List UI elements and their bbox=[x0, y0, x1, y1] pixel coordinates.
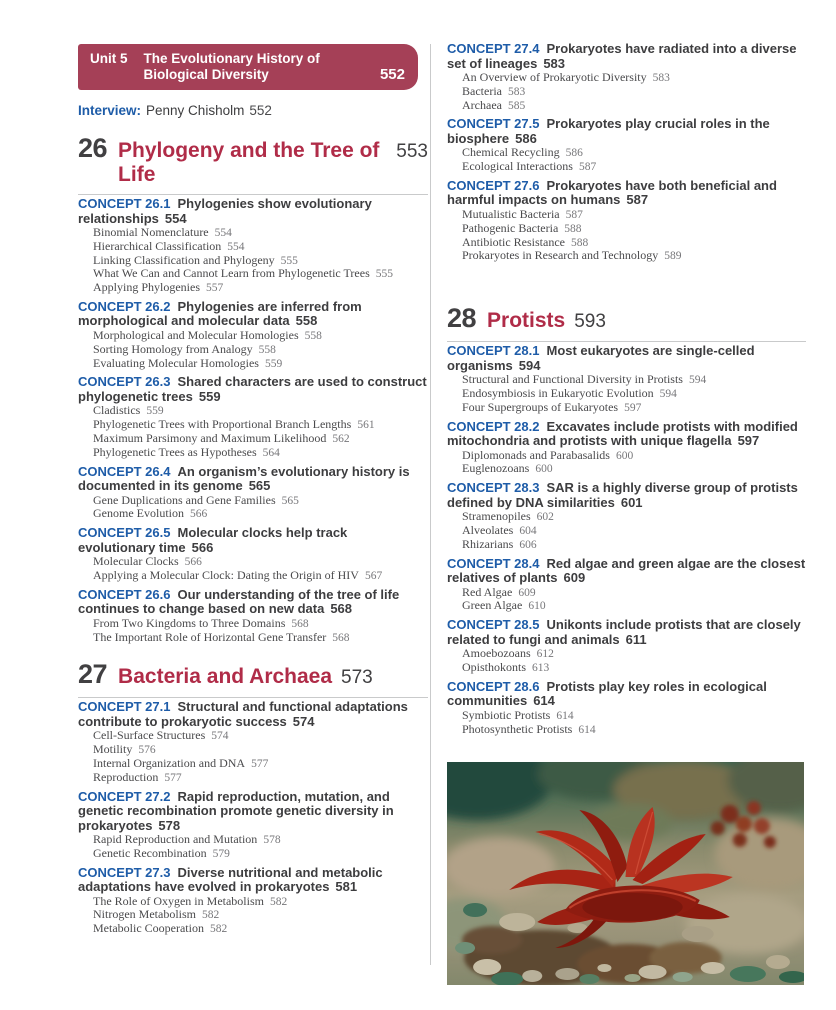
unit-label: Unit 5 bbox=[90, 51, 128, 66]
toc-item: Archaea 585 bbox=[462, 97, 526, 112]
toc-item: What We Can and Cannot Learn from Phylogenetic Trees 555 bbox=[93, 266, 393, 281]
toc-item: Four Supergroups of Eukaryotes 597 bbox=[462, 399, 642, 414]
concept-27-5 bbox=[447, 117, 806, 174]
concept-27-1 bbox=[78, 700, 428, 784]
toc-item: Applying a Molecular Clock: Dating the Origin of HIV 567 bbox=[93, 567, 383, 582]
concept-28-4 bbox=[447, 557, 806, 614]
concept-heading: CONCEPT 26.2 Phylogenies are inferred from morphological and molecular data 558 bbox=[78, 298, 362, 329]
concept-27-4 bbox=[447, 42, 806, 112]
toc-item: Binomial Nomenclature 554 bbox=[93, 225, 232, 239]
concept-26-6 bbox=[78, 588, 428, 645]
concept-label: CONCEPT 27.5 bbox=[447, 116, 540, 132]
concept-heading: CONCEPT 26.3 Shared characters are used to construct phylogenetic trees 559 bbox=[78, 374, 427, 404]
concept-heading: CONCEPT 27.1 Structural and functional adaptations contribute to prokaryotic success 574 bbox=[78, 699, 408, 729]
toc-item: Euglenozoans 600 bbox=[462, 461, 553, 476]
concept-heading: CONCEPT 28.3 SAR is a highly diverse group of protists defined by DNA similarities 601 bbox=[447, 480, 798, 510]
concept-label: CONCEPT 26.1 bbox=[78, 196, 171, 211]
concept-label: CONCEPT 27.4 bbox=[447, 41, 540, 56]
interview-line bbox=[78, 103, 428, 118]
toc-item: Red Algae 609 bbox=[462, 584, 536, 599]
toc-item: Ecological Interactions 587 bbox=[462, 159, 597, 174]
toc-item: Alveolates 604 bbox=[462, 522, 537, 537]
toc-item: Nitrogen Metabolism 582 bbox=[93, 907, 220, 922]
unit-banner bbox=[78, 44, 418, 90]
toc-item: An Overview of Prokaryotic Diversity 583 bbox=[462, 70, 670, 84]
toc-item: Amoebozoans 612 bbox=[462, 646, 554, 661]
concept-label: CONCEPT 26.3 bbox=[78, 374, 171, 390]
column-divider bbox=[430, 44, 431, 965]
toc-item: Linking Classification and Phylogeny 555 bbox=[93, 252, 298, 267]
concept-27-6 bbox=[447, 179, 806, 263]
concept-label: CONCEPT 27.6 bbox=[447, 177, 540, 193]
toc-item: Structural and Functional Diversity in Protists 594 bbox=[462, 372, 707, 387]
concept-heading: CONCEPT 28.2 Excavates include protists with modified mitochondria and protists with unique flagella 597 bbox=[447, 418, 798, 449]
toc-item: Phylogenetic Trees as Hypotheses 564 bbox=[93, 444, 280, 459]
chapter-27-heading bbox=[78, 659, 428, 698]
chapter-title: Protists bbox=[487, 309, 566, 333]
concept-26-1 bbox=[78, 197, 428, 295]
toc-item: Morphological and Molecular Homologies 558 bbox=[93, 327, 322, 342]
concept-heading: CONCEPT 28.5 Unikonts include protists that are closely related to fungi and animals 611 bbox=[447, 617, 801, 647]
toc-item: Symbiotic Protists 614 bbox=[462, 707, 574, 722]
concept-28-3 bbox=[447, 481, 806, 551]
concept-label: CONCEPT 26.5 bbox=[78, 525, 171, 541]
concept-heading: CONCEPT 27.2 Rapid reproduction, mutation, and genetic recombination promote genetic diversity in prokaryotes 578 bbox=[78, 788, 394, 833]
toc-item: Endosymbiosis in Eukaryotic Evolution 594 bbox=[462, 385, 677, 400]
toc-item: Photosynthetic Protists 614 bbox=[462, 721, 596, 736]
toc-item: Green Algae 610 bbox=[462, 598, 546, 613]
concept-label: CONCEPT 26.6 bbox=[78, 586, 171, 602]
chapter-page-number: 553 bbox=[396, 141, 428, 162]
toc-item: Antibiotic Resistance 588 bbox=[462, 234, 589, 249]
concept-heading: CONCEPT 27.4 Prokaryotes have radiated into a diverse set of lineages 583 bbox=[447, 41, 797, 71]
concept-28-5 bbox=[447, 618, 806, 675]
concept-label: CONCEPT 26.4 bbox=[78, 463, 171, 479]
concept-heading: CONCEPT 28.6 Protists play key roles in ecological communities 614 bbox=[447, 678, 767, 709]
toc-item: Rapid Reproduction and Mutation 578 bbox=[93, 832, 281, 847]
concept-heading: CONCEPT 27.3 Diverse nutritional and metabolic adaptations have evolved in prokaryotes 581 bbox=[78, 864, 383, 895]
toc-item: Opisthokonts 613 bbox=[462, 659, 550, 674]
chapter-number: 28 bbox=[447, 303, 477, 334]
unit-page-number: 552 bbox=[379, 65, 405, 83]
concept-heading: CONCEPT 28.4 Red algae and green algae are the closest relatives of plants 609 bbox=[447, 555, 806, 586]
toc-item: Diplomonads and Parabasalids 600 bbox=[462, 447, 634, 462]
toc-item: Applying Phylogenies 557 bbox=[93, 280, 224, 295]
concept-label: CONCEPT 28.6 bbox=[447, 678, 540, 694]
toc-item: Rhizarians 606 bbox=[462, 536, 537, 551]
chapter-number: 26 bbox=[78, 133, 108, 163]
toc-item: Hierarchical Classification 554 bbox=[93, 238, 245, 253]
toc-item: Motility 576 bbox=[93, 742, 156, 757]
toc-item: Molecular Clocks 566 bbox=[93, 554, 202, 569]
concept-28-2 bbox=[447, 420, 806, 477]
toc-item: Internal Organization and DNA 577 bbox=[93, 755, 269, 770]
toc-item: The Role of Oxygen in Metabolism 582 bbox=[93, 893, 288, 908]
concept-label: CONCEPT 28.3 bbox=[447, 480, 540, 496]
toc-item: Prokaryotes in Research and Technology 589 bbox=[462, 248, 682, 263]
chapter-page-number: 593 bbox=[574, 311, 606, 333]
chapter-26-heading bbox=[78, 133, 428, 195]
chapter-number: 27 bbox=[78, 659, 108, 690]
concept-label: CONCEPT 28.5 bbox=[447, 617, 540, 633]
concept-27-3 bbox=[78, 866, 428, 936]
toc-item: Pathogenic Bacteria 588 bbox=[462, 220, 582, 235]
concept-26-4 bbox=[78, 465, 428, 522]
concept-heading: CONCEPT 27.5 Prokaryotes play crucial roles in the biosphere 586 bbox=[447, 116, 770, 146]
concept-label: CONCEPT 27.3 bbox=[78, 864, 171, 880]
concept-28-6 bbox=[447, 680, 806, 737]
concept-heading: CONCEPT 27.6 Prokaryotes have both beneficial and harmful impacts on humans 587 bbox=[447, 177, 777, 208]
toc-item: Genetic Recombination 579 bbox=[93, 845, 230, 860]
toc-item: Genome Evolution 566 bbox=[93, 506, 208, 521]
concept-label: CONCEPT 28.1 bbox=[447, 343, 540, 359]
interview-page-number: 552 bbox=[249, 103, 272, 118]
concept-26-2 bbox=[78, 300, 428, 370]
concept-label: CONCEPT 27.1 bbox=[78, 699, 171, 715]
concept-label: CONCEPT 28.2 bbox=[447, 418, 540, 434]
toc-item: Bacteria 583 bbox=[462, 83, 526, 98]
chapter-title: Bacteria and Archaea bbox=[118, 665, 333, 689]
interview-name: Penny Chisholm bbox=[146, 103, 245, 118]
toc-item: Evaluating Molecular Homologies 559 bbox=[93, 355, 283, 370]
concept-heading: CONCEPT 26.1 Phylogenies show evolutionary relationships 554 bbox=[78, 196, 372, 226]
concept-26-3 bbox=[78, 375, 428, 459]
concept-heading: CONCEPT 26.4 An organism’s evolutionary history is documented in its genome 565 bbox=[78, 463, 410, 494]
toc-item: Phylogenetic Trees with Proportional Branch Lengths 561 bbox=[93, 417, 375, 432]
concept-label: CONCEPT 27.2 bbox=[78, 788, 171, 804]
concept-heading: CONCEPT 28.1 Most eukaryotes are single-celled organisms 594 bbox=[447, 343, 755, 373]
toc-item: Mutualistic Bacteria 587 bbox=[462, 206, 583, 221]
toc-item: Maximum Parsimony and Maximum Likelihood 562 bbox=[93, 430, 350, 445]
chapter-title: Phylogeny and the Tree of Life bbox=[118, 139, 380, 186]
toc-item: Sorting Homology from Analogy 558 bbox=[93, 341, 276, 356]
toc-item: Cell-Surface Structures 574 bbox=[93, 728, 229, 743]
unit-title: The Evolutionary History of Biological Diversity bbox=[143, 51, 320, 82]
right-column bbox=[447, 40, 806, 985]
interview-label: Interview: bbox=[78, 103, 142, 118]
chapter-28-heading bbox=[447, 303, 806, 342]
red-algae-photo bbox=[447, 762, 804, 985]
toc-item: Cladistics 559 bbox=[93, 403, 164, 418]
concept-27-2 bbox=[78, 790, 428, 861]
concept-label: CONCEPT 26.2 bbox=[78, 298, 171, 314]
concept-26-5 bbox=[78, 526, 428, 583]
toc-item: Metabolic Cooperation 582 bbox=[93, 921, 228, 936]
toc-item: Reproduction 577 bbox=[93, 769, 182, 784]
toc-item: From Two Kingdoms to Three Domains 568 bbox=[93, 615, 309, 630]
toc-item: Stramenopiles 602 bbox=[462, 509, 554, 524]
concept-label: CONCEPT 28.4 bbox=[447, 555, 540, 571]
chapter-page-number: 573 bbox=[341, 667, 373, 689]
concept-28-1 bbox=[447, 344, 806, 414]
toc-item: Gene Duplications and Gene Families 565 bbox=[93, 492, 299, 507]
concept-heading: CONCEPT 26.5 Molecular clocks help track evolutionary time 566 bbox=[78, 525, 348, 555]
concept-heading: CONCEPT 26.6 Our understanding of the tree of life continues to change based on new data 568 bbox=[78, 586, 400, 617]
toc-item: The Important Role of Horizontal Gene Transfer 568 bbox=[93, 629, 350, 644]
toc-item: Chemical Recycling 586 bbox=[462, 145, 583, 160]
left-column bbox=[78, 44, 428, 936]
